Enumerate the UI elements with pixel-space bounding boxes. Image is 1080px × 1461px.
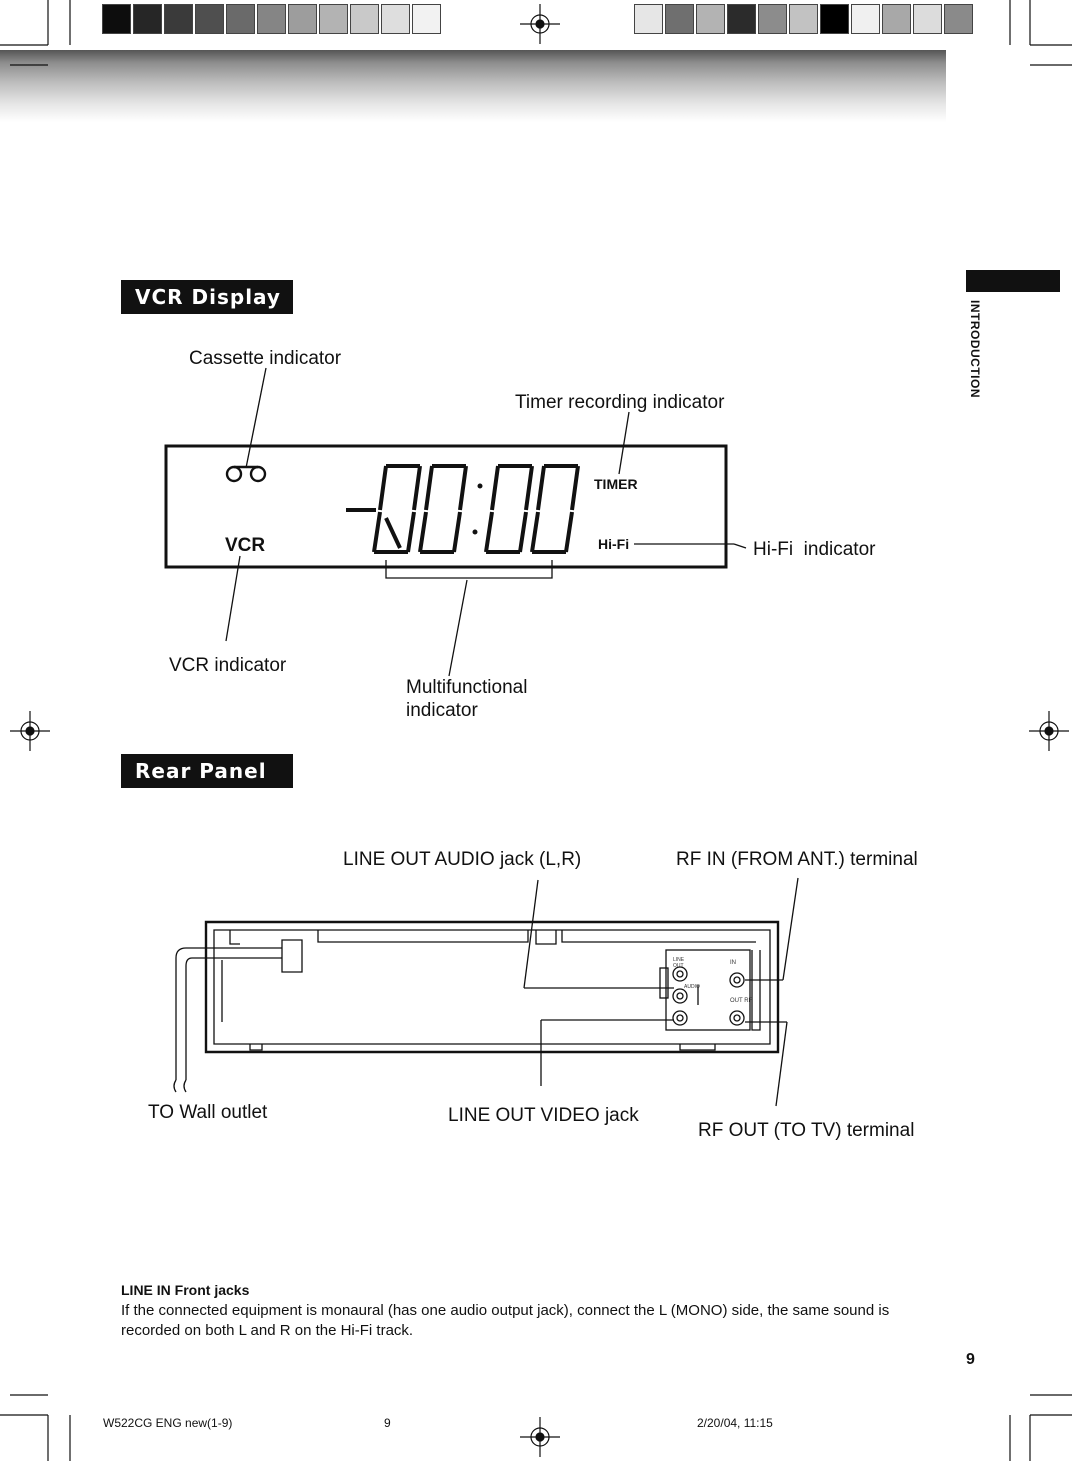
note-body: If the connected equipment is monaural (has one audio output jack), connect the L (MONO) side, the same sound is recorded on both L and R on the Hi-Fi track.: [121, 1302, 890, 1339]
wall-outlet-label: TO Wall outlet: [148, 1102, 268, 1123]
panel-label-out: OUT RF: [730, 998, 753, 1004]
hifi-indicator-label: Hi-Fi indicator: [753, 539, 876, 560]
registration-mark-top: [520, 4, 560, 44]
panel-label-in: IN: [730, 960, 736, 966]
panel-label-line-out: LINE OUT: [673, 957, 685, 969]
rear-panel-drawing: [174, 922, 778, 1092]
cassette-indicator-label: Cassette indicator: [189, 348, 342, 369]
lcd-panel: [166, 446, 726, 578]
vcr-indicator-label: VCR indicator: [169, 655, 287, 676]
footer-filename: W522CG ENG new(1-9): [103, 1416, 233, 1430]
multifunctional-indicator-label-line1: Multifunctional: [406, 677, 528, 698]
note-heading: LINE IN Front jacks: [121, 1282, 250, 1298]
footer-timestamp: 2/20/04, 11:15: [697, 1416, 773, 1430]
vcr-display-title: VCR Display: [121, 280, 293, 314]
section-tab-label: INTRODUCTION: [968, 300, 982, 398]
line-out-audio-label: LINE OUT AUDIO jack (L,R): [343, 849, 582, 870]
page-number: 9: [966, 1351, 975, 1368]
line-out-video-label: LINE OUT VIDEO jack: [448, 1105, 639, 1126]
lcd-timer-text: TIMER: [594, 476, 638, 492]
rf-in-label: RF IN (FROM ANT.) terminal: [676, 849, 918, 870]
rear-panel-title: Rear Panel: [121, 754, 293, 788]
multifunctional-indicator-label-line2: indicator: [406, 700, 478, 721]
rf-out-label: RF OUT (TO TV) terminal: [698, 1120, 915, 1141]
timer-recording-indicator-label: Timer recording indicator: [515, 392, 725, 413]
panel-label-audio: AUDIO: [684, 984, 700, 990]
footer-page: 9: [384, 1416, 391, 1430]
lcd-vcr-text: VCR: [225, 535, 266, 556]
lcd-hifi-text: Hi-Fi: [598, 536, 630, 552]
